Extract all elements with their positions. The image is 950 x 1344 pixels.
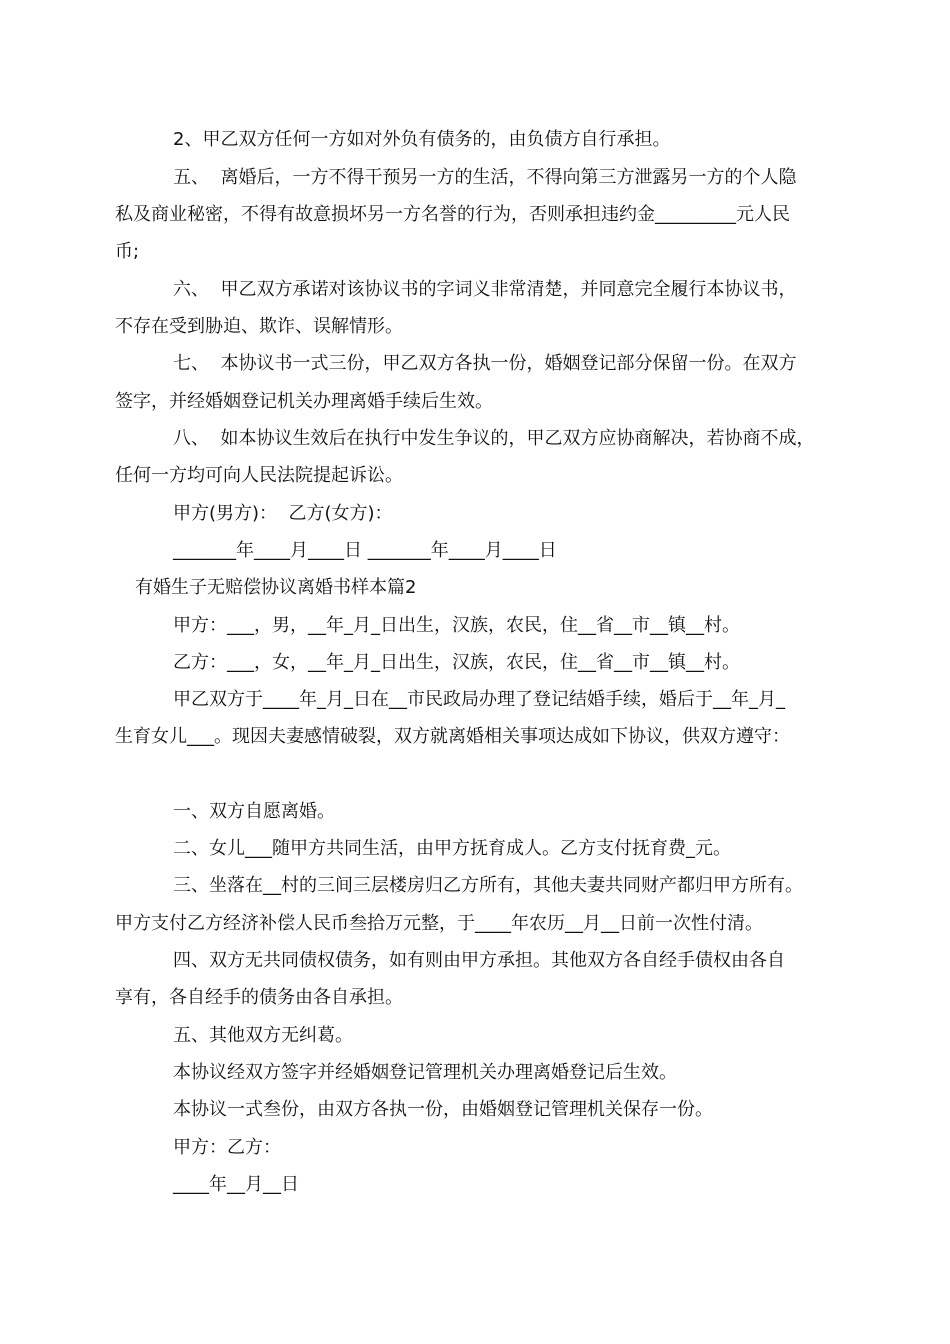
preamble-line-1: 甲乙双方于____年_月_日在__市民政局办理了登记结婚手续，婚后于__年_月_ <box>173 689 785 710</box>
article-3-line-1: 三、坐落在__村的三间三层楼房归乙方所有，其他夫妻共同财产都归甲方所有。 <box>173 875 803 896</box>
clause-8-line-1: 八、 如本协议生效后在执行中发生争议的，甲乙双方应协商解决，若协商不成， <box>173 428 815 449</box>
article-5: 五、其他双方无纠葛。 <box>173 1025 353 1046</box>
clause-7-line-1: 七、 本协议书一式三份，甲乙双方各执一份，婚姻登记部分保留一份。在双方 <box>173 353 797 374</box>
clause-5-line-1: 五、 离婚后，一方不得干预另一方的生活，不得向第三方泄露另一方的个人隐 <box>173 167 797 188</box>
article-3-line-2: 甲方支付乙方经济补偿人民币叁拾万元整，于____年农历__月__日前一次性付清。 <box>115 913 763 934</box>
section-title: 有婚生子无赔偿协议离婚书样本篇2 <box>135 577 417 598</box>
party-b-info: 乙方：___，女，__年_月_日出生，汉族，农民，住__省__市__镇__村。 <box>173 652 740 673</box>
clause-2-debt: 2、甲乙双方任何一方如对外负有债务的，由负债方自行承担。 <box>173 129 671 150</box>
preamble-line-2: 生育女儿___。现因夫妻感情破裂，双方就离婚相关事项达成如下协议，供双方遵守： <box>115 726 790 747</box>
clause-8-line-2: 任何一方均可向人民法院提起诉讼。 <box>115 465 403 486</box>
clause-5-line-3: 币; <box>115 241 140 262</box>
clause-7-line-2: 签字，并经婚姻登记机关办理离婚手续后生效。 <box>115 391 493 412</box>
final-signature-date: ____年__月__日 <box>173 1174 299 1195</box>
article-2: 二、女儿___随甲方共同生活，由甲方抚育成人。乙方支付抚育费_元。 <box>173 838 731 859</box>
party-a-info: 甲方：___，男，__年_月_日出生，汉族，农民，住__省__市__镇__村。 <box>173 615 740 636</box>
clause-6-line-2: 不存在受到胁迫、欺诈、误解情形。 <box>115 316 403 337</box>
signature-parties: 甲方(男方)： 乙方(女方)： <box>173 503 393 524</box>
clause-5-line-2: 私及商业秘密，不得有故意损坏另一方名誉的行为，否则承担违约金_________元人民 <box>115 204 790 225</box>
article-1: 一、双方自愿离婚。 <box>173 801 335 822</box>
article-4-line-1: 四、双方无共同债权债务，如有则由甲方承担。其他双方各自经手债权由各自 <box>173 950 785 971</box>
copies-clause: 本协议一式叁份，由双方各执一份，由婚姻登记管理机关保存一份。 <box>173 1099 713 1120</box>
clause-6-line-1: 六、 甲乙双方承诺对该协议书的字词义非常清楚，并同意完全履行本协议书， <box>173 279 797 300</box>
final-signature-parties: 甲方：乙方： <box>173 1137 281 1158</box>
article-4-line-2: 享有，各自经手的债务由各自承担。 <box>115 987 403 1008</box>
signature-dates: _______年____月____日 _______年____月____日 <box>173 540 557 561</box>
effectiveness-clause: 本协议经双方签字并经婚姻登记管理机关办理离婚登记后生效。 <box>173 1062 677 1083</box>
